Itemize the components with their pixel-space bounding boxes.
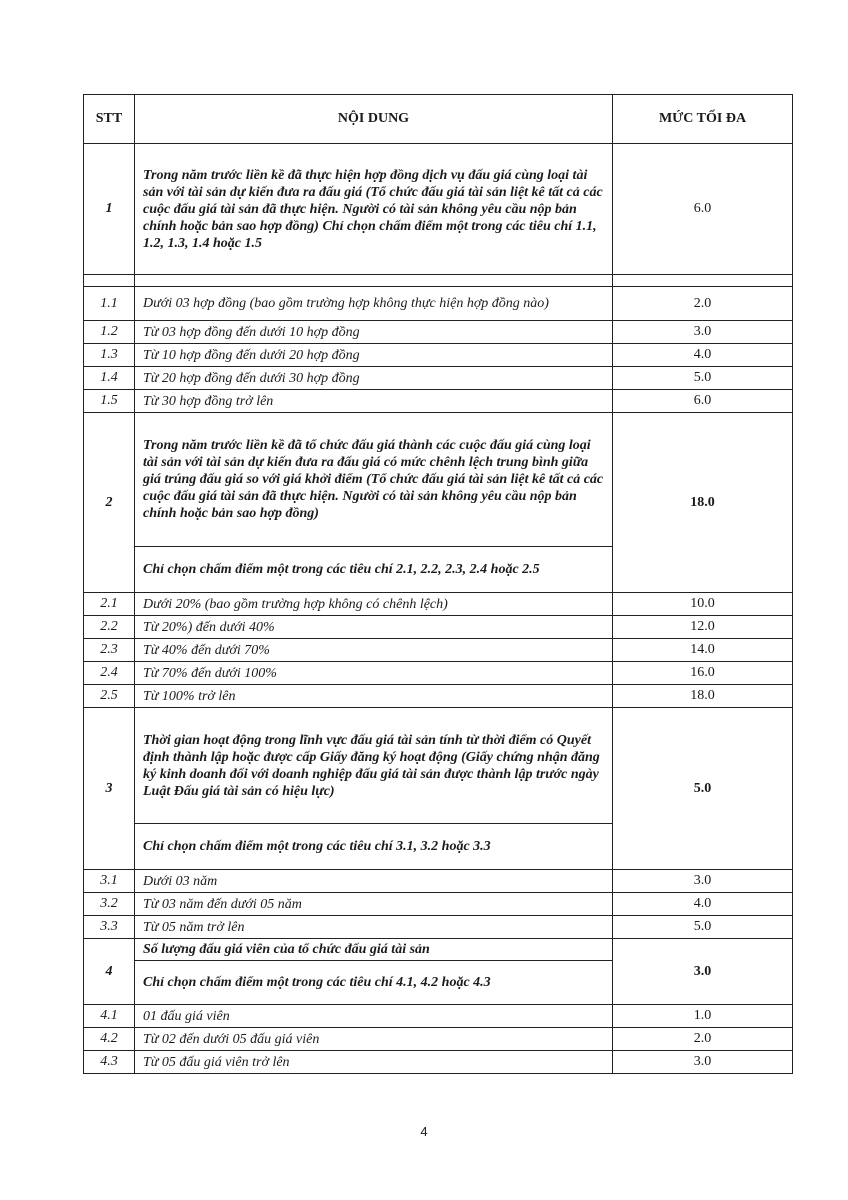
table-row [84,662,793,685]
table-row [84,321,793,344]
row-description: 01 đấu giá viên [135,1005,613,1028]
row-max: 18.0 [613,685,793,708]
table-row [84,390,793,413]
row-max: 5.0 [613,916,793,939]
table-row [84,916,793,939]
row-stt: 2.1 [84,593,135,616]
table-row [84,413,793,547]
row-max: 2.0 [613,287,793,321]
row-stt: 1 [84,144,135,275]
row-description: Từ 05 năm trở lên [135,916,613,939]
row-note: Chỉ chọn chấm điểm một trong các tiêu chí 3.1, 3.2 hoặc 3.3 [135,824,613,870]
row-stt: 2.5 [84,685,135,708]
page-number: 4 [420,1124,428,1139]
row-max: 3.0 [613,321,793,344]
table-row [84,287,793,321]
row-description: Từ 20%) đến dưới 40% [135,616,613,639]
table-row [84,939,793,961]
table-row [84,685,793,708]
row-description: Trong năm trước liền kề đã tổ chức đấu giá thành các cuộc đấu giá cùng loại tài sản với tài sản dự kiến đưa ra đấu giá có mức chênh lệch trung bình giữa giá trúng đấu giá so với giá khởi điểm (Tổ chức đấu giá tài sản liệt kê tất cả các cuộc đấu giá tài sản đã thực hiện. Người có tài sản không yêu cầu nộp bản chính hoặc bản sao hợp đồng) [135,413,613,547]
row-max: 5.0 [613,708,793,870]
row-stt: 1.3 [84,344,135,367]
row-stt: 1.5 [84,390,135,413]
row-note: Chỉ chọn chấm điểm một trong các tiêu chí 2.1, 2.2, 2.3, 2.4 hoặc 2.5 [135,547,613,593]
row-max: 18.0 [613,413,793,593]
row-description: Từ 30 hợp đồng trở lên [135,390,613,413]
row-stt: 4.2 [84,1028,135,1051]
row-description: Từ 03 năm đến dưới 05 năm [135,893,613,916]
row-stt: 2 [84,413,135,593]
table-row [84,870,793,893]
row-max: 1.0 [613,1005,793,1028]
row-max: 12.0 [613,616,793,639]
row-description: Từ 100% trở lên [135,685,613,708]
table-row [84,616,793,639]
row-stt: 1.4 [84,367,135,390]
header-stt: STT [84,95,135,144]
table-row [84,1005,793,1028]
table-row [84,367,793,390]
row-stt: 3.2 [84,893,135,916]
table-row [84,344,793,367]
row-max: 6.0 [613,144,793,275]
row-description: Từ 02 đến dưới 05 đấu giá viên [135,1028,613,1051]
row-max: 2.0 [613,1028,793,1051]
row-stt: 1.2 [84,321,135,344]
row-max: 16.0 [613,662,793,685]
row-description: Số lượng đấu giá viên của tổ chức đấu giá tài sản [135,939,613,961]
table-header-row [84,95,793,144]
row-max: 3.0 [613,870,793,893]
row-description: Từ 10 hợp đồng đến dưới 20 hợp đồng [135,344,613,367]
table-row [84,639,793,662]
row-description: Từ 40% đến dưới 70% [135,639,613,662]
header-max: MỨC TỐI ĐA [613,95,793,144]
row-stt: 1.1 [84,287,135,321]
row-max: 4.0 [613,344,793,367]
row-description: Từ 03 hợp đồng đến dưới 10 hợp đồng [135,321,613,344]
row-max: 14.0 [613,639,793,662]
row-max: 3.0 [613,939,793,1005]
table-row [84,893,793,916]
header-content: NỘI DUNG [135,95,613,144]
criteria-table [83,94,793,1074]
row-description: Từ 05 đấu giá viên trở lên [135,1051,613,1074]
row-max: 10.0 [613,593,793,616]
row-max: 3.0 [613,1051,793,1074]
row-stt: 3 [84,708,135,870]
row-stt: 3.3 [84,916,135,939]
row-stt: 4 [84,939,135,1005]
table-row [84,593,793,616]
row-stt: 2.4 [84,662,135,685]
row-description: Dưới 20% (bao gồm trường hợp không có chênh lệch) [135,593,613,616]
row-description: Từ 70% đến dưới 100% [135,662,613,685]
row-stt: 4.1 [84,1005,135,1028]
row-stt: 2.3 [84,639,135,662]
row-description: Dưới 03 hợp đồng (bao gồm trường hợp không thực hiện hợp đồng nào) [135,287,613,321]
row-description: Thời gian hoạt động trong lĩnh vực đấu giá tài sản tính từ thời điểm có Quyết định thành lập hoặc được cấp Giấy đăng ký hoạt động (Giấy chứng nhận đăng ký kinh doanh đối với doanh nghiệp đấu giá tài sản được thành lập trước ngày Luật Đấu giá tài sản có hiệu lực) [135,708,613,824]
row-description: Trong năm trước liền kề đã thực hiện hợp đồng dịch vụ đấu giá cùng loại tài sản với tài sản dự kiến đưa ra đấu giá (Tổ chức đấu giá tài sản liệt kê tất cả các cuộc đấu giá tài sản đã thực hiện. Người có tài sản không yêu cầu nộp bản chính hoặc bản sao hợp đồng) Chỉ chọn chấm điểm một trong các tiêu chí 1.1, 1.2, 1.3, 1.4 hoặc 1.5 [135,144,613,275]
table-row [84,1051,793,1074]
row-max: 5.0 [613,367,793,390]
table-row [84,275,793,287]
table-row [84,1028,793,1051]
row-max: 6.0 [613,390,793,413]
table-row [84,708,793,824]
row-note: Chỉ chọn chấm điểm một trong các tiêu chí 4.1, 4.2 hoặc 4.3 [135,961,613,1005]
row-stt: 3.1 [84,870,135,893]
row-max: 4.0 [613,893,793,916]
row-description: Dưới 03 năm [135,870,613,893]
row-description: Từ 20 hợp đồng đến dưới 30 hợp đồng [135,367,613,390]
row-stt: 2.2 [84,616,135,639]
table-row [84,144,793,275]
row-stt: 4.3 [84,1051,135,1074]
